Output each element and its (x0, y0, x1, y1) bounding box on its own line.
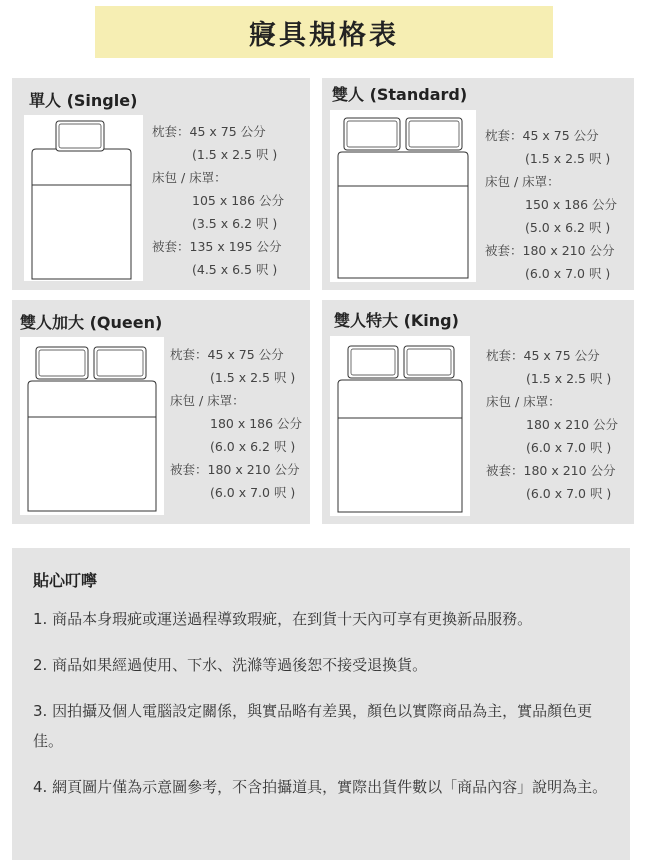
pillow-label: 枕套： (485, 128, 523, 143)
panel-king (322, 300, 634, 524)
duvet-label: 被套： (485, 243, 523, 258)
panel-single (12, 78, 310, 290)
pillow-label: 枕套： (152, 124, 190, 139)
pillow-size-ft: (1.5 x 2.5 呎 ) (210, 370, 296, 385)
sheet-size-ft: (5.0 x 6.2 呎 ) (525, 220, 611, 235)
sheet-size-cm: 180 x 186 公分 (210, 416, 303, 431)
note-item: 3. 因拍攝及個人電腦設定關係，與實品略有差異，顏色以實際商品為主，實品顏色更佳。 (33, 702, 593, 750)
panel-title: 雙人加大 (Queen) (20, 313, 163, 332)
note-item: 2. 商品如果經過使用、下水、洗滌等過後恕不接受退換貨。 (33, 656, 428, 674)
duvet-size-cm: 180 x 210 公分 (522, 243, 615, 258)
sheet-label: 床包 / 床罩： (485, 174, 560, 189)
note-item: 1. 商品本身瑕疵或運送過程導致瑕疵，在到貨十天內可享有更換新品服務。 (33, 610, 533, 628)
sheet-size-cm: 105 x 186 公分 (192, 193, 285, 208)
pillow-size-ft: (1.5 x 2.5 呎 ) (192, 147, 278, 162)
duvet-size-cm: 180 x 210 公分 (523, 463, 616, 478)
panel-standard (322, 78, 634, 290)
pillow-size-cm: 45 x 75 公分 (189, 124, 266, 139)
title-banner (95, 6, 553, 58)
pillow-size-cm: 45 x 75 公分 (207, 347, 284, 362)
sheet-size-ft: (6.0 x 6.2 呎 ) (210, 439, 296, 454)
pillow-label: 枕套： (486, 348, 524, 363)
queen-bed-icon (20, 337, 164, 515)
single-bed-icon (24, 115, 143, 281)
pillow-size-cm: 45 x 75 公分 (523, 348, 600, 363)
bed-illustration-standard (330, 110, 476, 282)
pillow-size-ft: (1.5 x 2.5 呎 ) (525, 151, 611, 166)
duvet-label: 被套： (486, 463, 524, 478)
specs-standard (485, 124, 617, 285)
notes-title: 貼心叮嚀 (33, 571, 98, 590)
sheet-size-ft: (3.5 x 6.2 呎 ) (192, 216, 278, 231)
duvet-size-ft: (6.0 x 7.0 呎 ) (526, 486, 612, 501)
duvet-size-ft: (4.5 x 6.5 呎 ) (192, 262, 278, 277)
bed-illustration-king (330, 336, 470, 516)
pillow-label: 枕套： (170, 347, 208, 362)
duvet-size-ft: (6.0 x 7.0 呎 ) (525, 266, 611, 281)
panel-queen (12, 300, 310, 524)
specs-single (152, 120, 284, 281)
sheet-size-ft: (6.0 x 7.0 呎 ) (526, 440, 612, 455)
bed-illustration-queen (20, 337, 164, 515)
duvet-label: 被套： (170, 462, 208, 477)
panel-title: 單人 (Single) (29, 91, 138, 110)
specs-king (486, 344, 618, 505)
bed-illustration-single (24, 115, 143, 281)
sheet-size-cm: 180 x 210 公分 (526, 417, 619, 432)
page-title: 寢具規格表 (249, 19, 399, 51)
pillow-size-cm: 45 x 75 公分 (522, 128, 599, 143)
duvet-size-cm: 135 x 195 公分 (189, 239, 282, 254)
duvet-size-ft: (6.0 x 7.0 呎 ) (210, 485, 296, 500)
sheet-size-cm: 150 x 186 公分 (525, 197, 618, 212)
panel-title: 雙人 (Standard) (332, 85, 468, 104)
panel-title: 雙人特大 (King) (334, 311, 459, 330)
sheet-label: 床包 / 床罩： (486, 394, 561, 409)
notes-panel (12, 548, 630, 860)
duvet-size-cm: 180 x 210 公分 (207, 462, 300, 477)
specs-queen (170, 343, 302, 504)
sheet-label: 床包 / 床罩： (152, 170, 227, 185)
king-bed-icon (330, 336, 470, 516)
duvet-label: 被套： (152, 239, 190, 254)
double-bed-icon (330, 110, 476, 282)
note-item: 4. 網頁圖片僅為示意圖參考，不含拍攝道具，實際出貨件數以「商品內容」說明為主。 (33, 778, 608, 796)
sheet-label: 床包 / 床罩： (170, 393, 245, 408)
pillow-size-ft: (1.5 x 2.5 呎 ) (526, 371, 612, 386)
